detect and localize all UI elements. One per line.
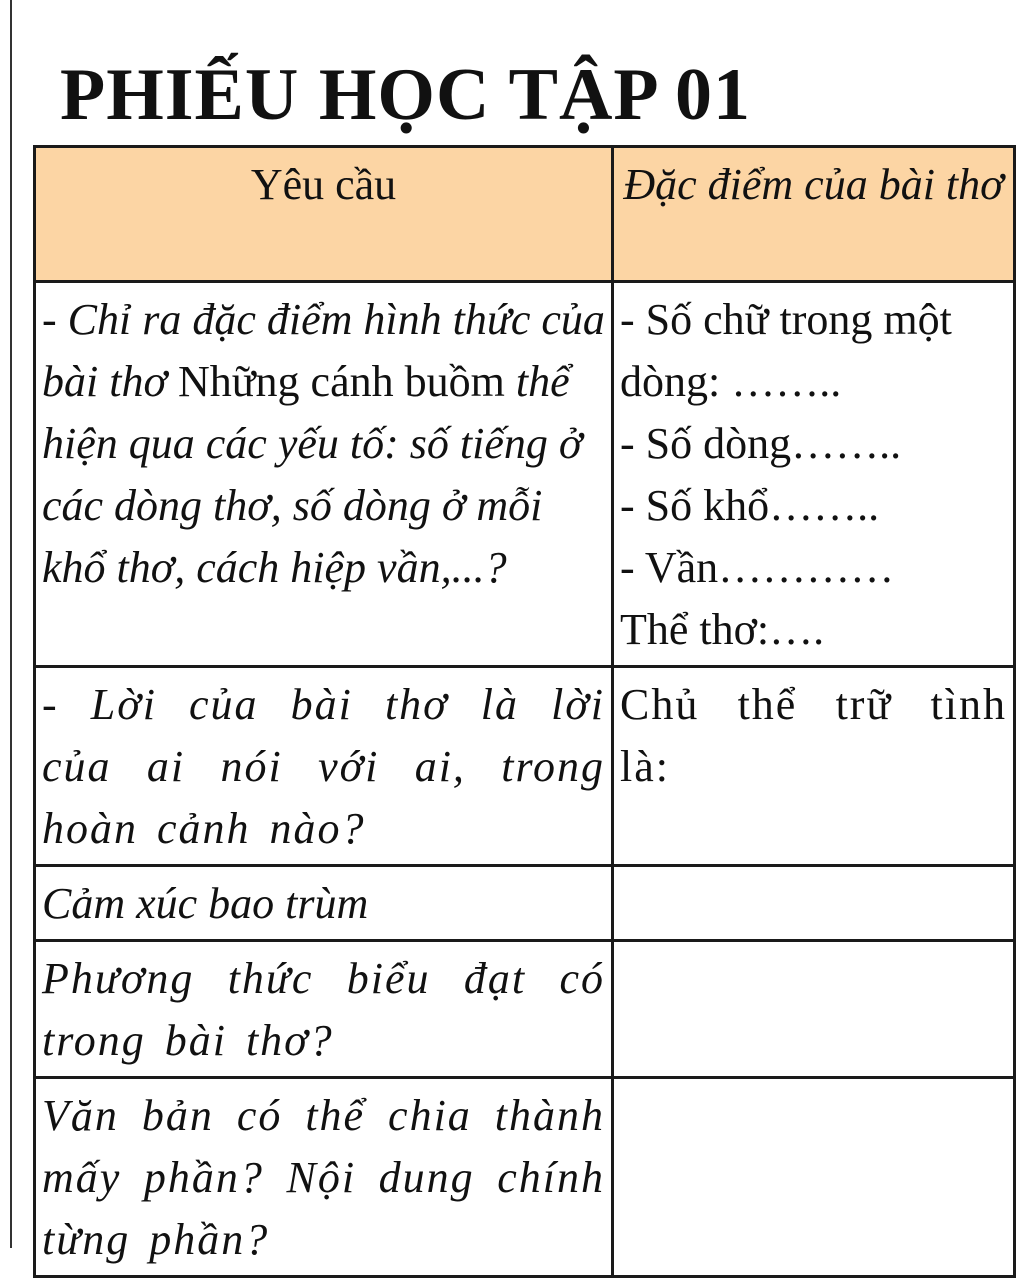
table-row [35, 1078, 1015, 1277]
answer-line: - Số khổ…….. [620, 481, 880, 530]
header-requirement: Yêu cầu [35, 147, 613, 282]
question-cell: Cảm xúc bao trùm [35, 866, 613, 941]
worksheet-table [33, 145, 1016, 1278]
question-text-suffix: thể hiện qua các yếu tố: số tiếng ở các dòng thơ, số dòng ở mỗi khổ thơ, cách hiệp vần,...? [42, 357, 583, 592]
question-cell [35, 282, 613, 667]
table-row [35, 282, 1015, 667]
table-row [35, 667, 1015, 866]
table-row [35, 941, 1015, 1078]
question-cell: - Lời của bài thơ là lời của ai nói với ai, trong hoàn cảnh nào? [35, 667, 613, 866]
page-edge-line [10, 0, 12, 1248]
answer-line: - Số chữ trong một dòng: …….. [620, 295, 952, 406]
worksheet-title: PHIẾU HỌC TẬP 01 [60, 54, 751, 136]
answer-cell[interactable] [613, 941, 1015, 1078]
answer-cell[interactable] [613, 282, 1015, 667]
answer-cell[interactable]: Chủ thể trữ tình là: [613, 667, 1015, 866]
table-row [35, 866, 1015, 941]
question-cell: Văn bản có thể chia thành mấy phần? Nội dung chính từng phần? [35, 1078, 613, 1277]
header-poem-features: Đặc điểm của bài thơ [613, 147, 1015, 282]
question-text-prefix: - Chỉ ra đặc điểm hình thức của bài thơ [42, 295, 605, 406]
answer-cell[interactable] [613, 866, 1015, 941]
answer-line: - Số dòng…….. [620, 419, 902, 468]
question-cell: Phương thức biểu đạt có trong bài thơ? [35, 941, 613, 1078]
answer-line: Thể thơ:…. [620, 605, 825, 654]
answer-line: - Vần………… [620, 543, 895, 592]
answer-cell[interactable] [613, 1078, 1015, 1277]
table-header-row [35, 147, 1015, 282]
poem-title: Những cánh buồm [177, 357, 505, 406]
